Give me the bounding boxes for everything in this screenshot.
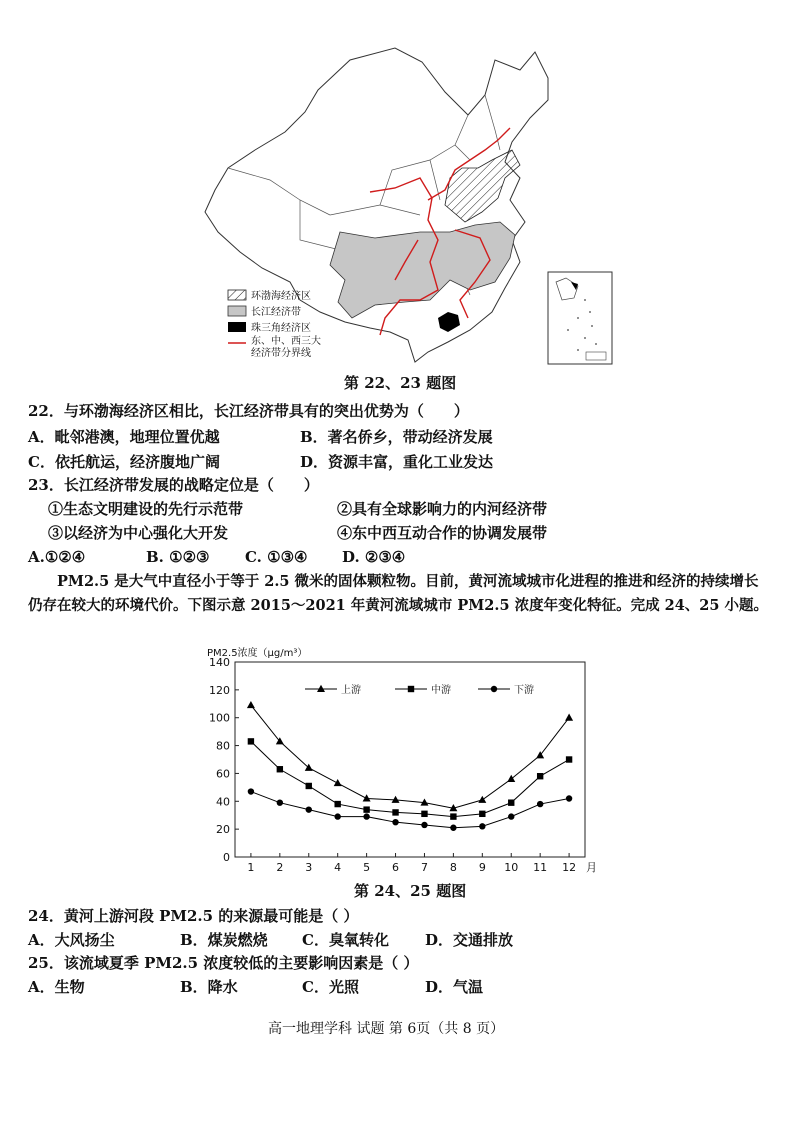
legend-label: 上游	[341, 685, 361, 696]
data-point	[537, 773, 543, 779]
data-point	[392, 809, 398, 815]
q22-option-c: C．依托航运，经济腹地广阔	[28, 453, 220, 471]
data-point	[277, 799, 283, 805]
data-point	[565, 714, 573, 721]
data-point	[392, 819, 398, 825]
data-point	[479, 823, 485, 829]
legend-yangtze: 长江经济带	[251, 307, 301, 318]
legend-pearl-delta: 珠三角经济区	[251, 323, 311, 334]
q23-item-3: ③以经济为中心强化大开发	[48, 524, 229, 542]
x-tick-label: 2	[276, 861, 284, 874]
data-point	[334, 779, 342, 786]
data-point	[478, 796, 486, 803]
data-point	[421, 811, 427, 817]
q24-option-b: B．煤炭燃烧	[180, 931, 268, 949]
data-point	[306, 783, 312, 789]
q23-option-d: D. ②③④	[342, 548, 406, 566]
question-24-stem: 24．黄河上游河段 PM2.5 的来源最可能是（ ）	[28, 907, 359, 925]
page-footer: 高一地理学科 试题 第 6页（共 8 页）	[268, 1021, 505, 1037]
data-point	[421, 822, 427, 828]
q23-item-2: ②具有全球影响力的内河经济带	[337, 500, 548, 518]
data-point	[537, 801, 543, 807]
series-line-2	[251, 741, 569, 816]
x-tick-label: 3	[305, 861, 313, 874]
passage	[28, 570, 770, 618]
y-axis-label: PM2.5浓度（μg/m³）	[207, 648, 308, 659]
q23-option-a: A.①②④	[28, 548, 86, 566]
q25-option-a: A．生物	[28, 978, 85, 996]
q24-option-a: A．大风扬尘	[28, 931, 115, 949]
question-25-stem: 25．该流域夏季 PM2.5 浓度较低的主要影响因素是（ ）	[28, 954, 419, 972]
question-22-stem: 22．与环渤海经济区相比，长江经济带具有的突出优势为（ ）	[28, 402, 469, 420]
y-tick-label: 40	[216, 795, 230, 809]
q23-option-b: B. ①②③	[146, 548, 210, 566]
x-tick-label: 9	[478, 861, 486, 874]
data-point	[306, 806, 312, 812]
x-tick-label: 4	[334, 861, 342, 874]
chart-caption: 第 24、25 题图	[354, 882, 467, 900]
data-point	[363, 794, 371, 801]
pm25-line-chart	[190, 640, 610, 880]
y-tick-label: 80	[216, 739, 230, 753]
data-point	[363, 813, 369, 819]
y-tick-label: 120	[209, 683, 230, 697]
data-point	[334, 813, 340, 819]
q25-option-c: C．光照	[302, 978, 359, 996]
q25-option-b: B．降水	[180, 978, 238, 996]
data-point	[566, 756, 572, 762]
x-tick-label: 6	[392, 861, 400, 874]
legend-marker	[491, 686, 497, 692]
data-point	[566, 795, 572, 801]
legend-bohai: 环渤海经济区	[251, 291, 311, 302]
data-point	[334, 801, 340, 807]
data-point	[507, 775, 515, 782]
series-line-3	[251, 792, 569, 828]
data-point	[450, 813, 456, 819]
x-tick-label: 8	[449, 861, 457, 874]
legend-marker	[317, 685, 325, 692]
legend-marker	[408, 686, 414, 692]
data-point	[479, 811, 485, 817]
q24-option-c: C．臭氧转化	[302, 931, 389, 949]
y-tick-label: 100	[209, 711, 230, 725]
legend-label: 下游	[514, 685, 534, 696]
data-point	[508, 813, 514, 819]
q23-option-c: C. ①③④	[245, 548, 308, 566]
y-tick-label: 20	[216, 823, 230, 837]
x-tick-label: 12	[562, 861, 577, 874]
question-23-stem: 23．长江经济带发展的战略定位是（ ）	[28, 476, 319, 494]
x-tick-label: 11	[533, 861, 548, 874]
x-tick-label: 7	[420, 861, 428, 874]
china-economic-zones-map	[0, 0, 800, 380]
x-tick-label: 1	[247, 861, 255, 874]
q25-option-d: D．气温	[425, 978, 484, 996]
data-point	[247, 701, 255, 708]
data-point	[363, 806, 369, 812]
x-tick-label: 5	[363, 861, 371, 874]
passage-text: PM2.5 是大气中直径小于等于 2.5 微米的固体颗粒物。目前，黄河流域城市化进程的推进和经济的持续增长仍存在较大的环境代价。下图示意 2015～2021 年黄河流域城市 PM2.5 浓度年变化特征。完成 24、25 小题。	[28, 573, 769, 614]
q23-item-1: ①生态文明建设的先行示范带	[48, 500, 244, 518]
q22-option-a: A．毗邻港澳，地理位置优越	[28, 428, 220, 446]
data-point	[248, 788, 254, 794]
y-tick-label: 0	[223, 851, 230, 864]
data-point	[508, 799, 514, 805]
y-tick-label: 140	[209, 656, 230, 669]
data-point	[277, 766, 283, 772]
map-legend	[228, 289, 321, 359]
x-axis-label: 月	[586, 861, 597, 874]
legend-label: 中游	[431, 685, 451, 696]
q24-option-d: D．交通排放	[425, 931, 514, 949]
y-tick-label: 60	[216, 767, 230, 781]
data-point	[450, 825, 456, 831]
x-tick-label: 10	[504, 861, 519, 874]
map-caption: 第 22、23 题图	[344, 374, 457, 392]
legend-boundary-line-1: 东、中、西三大	[251, 336, 321, 347]
legend-boundary-line-2: 经济带分界线	[251, 348, 311, 359]
q22-option-b: B．著名侨乡，带动经济发展	[300, 428, 493, 446]
q23-item-4: ④东中西互动合作的协调发展带	[337, 524, 548, 542]
q22-option-d: D．资源丰富，重化工业发达	[300, 453, 494, 471]
data-point	[248, 738, 254, 744]
